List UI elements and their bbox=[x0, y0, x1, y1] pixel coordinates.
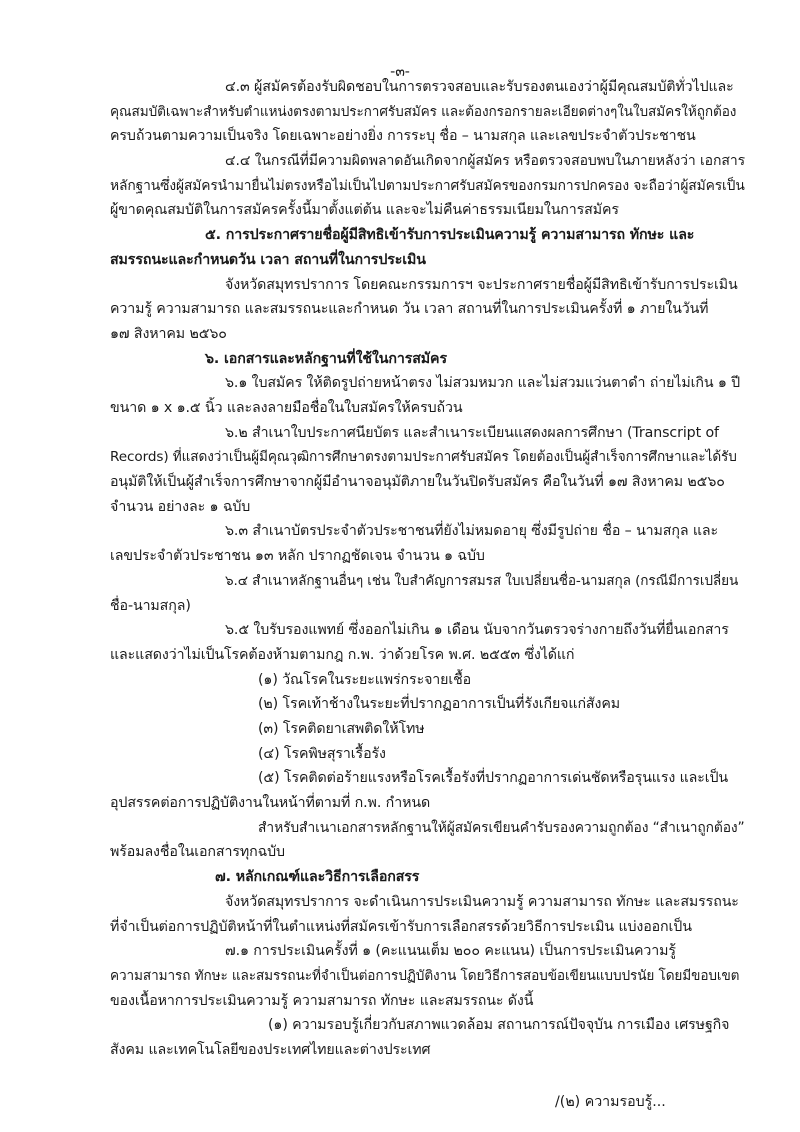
text-line: ๗.๑ การประเมินครั้งที่ ๑ (คะแนนเต็ม ๒๐๐ คะแนน) เป็นการประเมินความรู้ bbox=[225, 943, 676, 960]
text-line: สำหรับสำเนาเอกสารหลักฐานให้ผู้สมัครเขียนคำรับรองความถูกต้อง “สำเนาถูกต้อง” bbox=[258, 819, 745, 836]
text-line: ๖.๓ สำเนาบัตรประจำตัวประชาชนที่ยังไม่หมดอายุ ซึ่งมีรูปถ่าย ชื่อ – นามสกุล และ bbox=[225, 523, 718, 540]
text-line: อนุมัติให้เป็นผู้สำเร็จการศึกษาจากผู้มีอำนาจอนุมัติภายในวันปิดรับสมัคร คือในวันที่ ๑๗ สิงหาคม ๒๕๖๐ bbox=[110, 474, 725, 491]
text-line: ๖.๑ ใบสมัคร ให้ติดรูปถ่ายหน้าตรง ไม่สวมหมวก และไม่สวมแว่นตาดำ ถ่ายไม่เกิน ๑ ปี bbox=[225, 375, 741, 392]
text-line: ครบถ้วนตามความเป็นจริง โดยเฉพาะอย่างยิ่ง การระบุ ชื่อ – นามสกุล และเลขประจำตัวประชาชน bbox=[110, 128, 696, 145]
text-line: จังหวัดสมุทรปราการ โดยคณะกรรมการฯ จะประกาศรายชื่อผู้มีสิทธิเข้ารับการประเมิน bbox=[225, 276, 738, 293]
text-line: ขนาด ๑ x ๑.๕ นิ้ว และลงลายมือชื่อในใบสมัครให้ครบถ้วน bbox=[110, 400, 463, 416]
section-heading: ๕. การประกาศรายชื่อผู้มีสิทธิเข้ารับการประเมินความรู้ ความสามารถ ทักษะ และ bbox=[205, 227, 695, 244]
text-line: ชื่อ-นามสกุล) bbox=[110, 597, 191, 614]
section-heading: สมรรถนะและกำหนดวัน เวลา สถานที่ในการประเมิน bbox=[110, 251, 426, 268]
section-heading: ๗. หลักเกณฑ์และวิธีการเลือกสรร bbox=[215, 869, 420, 886]
text-line: ของเนื้อหาการประเมินความรู้ ความสามารถ ทักษะ และสมรรถนะ ดังนี้ bbox=[110, 992, 534, 1009]
page-number: -๓- bbox=[390, 64, 410, 80]
text-line: เลขประจำตัวประชาชน ๑๓ หลัก ปรากฏชัดเจน จำนวน ๑ ฉบับ bbox=[110, 548, 485, 565]
text-line: ๖.๒ สำเนาใบประกาศนียบัตร และสำเนาระเบียนแสดงผลการศึกษา (Transcript of bbox=[225, 424, 719, 441]
list-item: (๑) วัณโรคในระยะแพร่กระจายเชื้อ bbox=[258, 671, 472, 688]
list-item: (๑) ความรอบรู้เกี่ยวกับสภาพแวดล้อม สถานการณ์ปัจจุบัน การเมือง เศรษฐกิจ bbox=[268, 1017, 730, 1034]
text-line: Records) ที่แสดงว่าเป็นผู้มีคุณวุฒิการศึกษาตรงตามประกาศรับสมัคร โดยต้องเป็นผู้สำเร็จการศึกษาและได้รับ bbox=[110, 449, 737, 466]
text-line: และแสดงว่าไม่เป็นโรคต้องห้ามตามกฎ ก.พ. ว่าด้วยโรค พ.ศ. ๒๕๕๓ ซึ่งได้แก่ bbox=[110, 646, 575, 663]
text-line: ความรู้ ความสามารถ และสมรรถนะและกำหนด วัน เวลา สถานที่ในการประเมินครั้งที่ ๑ ภายในวันที่ bbox=[110, 301, 709, 318]
text-line: อุปสรรคต่อการปฏิบัติงานในหน้าที่ตามที่ ก.พ. กำหนด bbox=[110, 795, 431, 812]
text-line: ๖.๔ สำเนาหลักฐานอื่นๆ เช่น ใบสำคัญการสมรส ใบเปลี่ยนชื่อ-นามสกุล (กรณีมีการเปลี่ยน bbox=[225, 572, 739, 589]
text-line: คุณสมบัติเฉพาะสำหรับตำแหน่งตรงตามประกาศรับสมัคร และต้องกรอกรายละเอียดต่างๆในใบสมัครให้ถูกต้อง bbox=[110, 103, 737, 120]
list-item: (๒) โรคเท้าช้างในระยะที่ปรากฏอาการเป็นที่รังเกียจแก่สังคม bbox=[258, 696, 620, 713]
text-line: หลักฐานซึ่งผู้สมัครนำมายื่นไม่ตรงหรือไม่เป็นไปตามประกาศรับสมัครของกรมการปกครอง จะถือว่าผู้สมัครเป็น bbox=[110, 177, 745, 194]
text-line: ๖.๕ ใบรับรองแพทย์ ซึ่งออกไม่เกิน ๑ เดือน นับจากวันตรวจร่างกายถึงวันที่ยื่นเอกสาร bbox=[225, 622, 729, 639]
text-line: ๑๗ สิงหาคม ๒๕๖๐ bbox=[110, 325, 227, 342]
list-item: (๕) โรคติดต่อร้ายแรงหรือโรคเรื้อรังที่ปรากฏอาการเด่นชัดหรือรุนแรง และเป็น bbox=[258, 770, 729, 787]
text-line: ผู้ขาดคุณสมบัติในการสมัครครั้งนี้มาตั้งแต่ต้น และจะไม่คืนค่าธรรมเนียมในการสมัคร bbox=[110, 202, 619, 219]
text-line: พร้อมลงชื่อในเอกสารทุกฉบับ bbox=[110, 844, 285, 861]
text-line: จังหวัดสมุทรปราการ จะดำเนินการประเมินความรู้ ความสามารถ ทักษะ และสมรรถนะ bbox=[225, 893, 739, 910]
section-heading: ๖. เอกสารและหลักฐานที่ใช้ในการสมัคร bbox=[205, 350, 447, 367]
text-line: ที่จำเป็นต่อการปฏิบัติหน้าที่ในตำแหน่งที่สมัครเข้ารับการเลือกสรรด้วยวิธีการประเมิน แบ่งออกเป็น bbox=[110, 918, 692, 935]
continuation-note: /(๒) ความรอบรู้... bbox=[555, 1094, 666, 1110]
list-item: (๔) โรคพิษสุราเรื้อรัง bbox=[258, 745, 386, 762]
list-item: (๓) โรคติดยาเสพติดให้โทษ bbox=[258, 721, 425, 737]
text-line: จำนวน อย่างละ ๑ ฉบับ bbox=[110, 498, 251, 515]
text-line: ๔.๓ ผู้สมัครต้องรับผิดชอบในการตรวจสอบและรับรองตนเองว่าผู้มีคุณสมบัติทั่วไปและ bbox=[225, 79, 734, 95]
text-line: สังคม และเทคโนโลยีของประเทศไทยและต่างประเทศ bbox=[110, 1042, 431, 1058]
text-line: ความสามารถ ทักษะ และสมรรถนะที่จำเป็นต่อการปฏิบัติงาน โดยวิธีการสอบข้อเขียนแบบปรนัย โดยมีขอบเขต bbox=[110, 967, 740, 984]
text-line: ๔.๔ ในกรณีที่มีความผิดพลาดอันเกิดจากผู้สมัคร หรือตรวจสอบพบในภายหลังว่า เอกสาร bbox=[225, 153, 745, 170]
